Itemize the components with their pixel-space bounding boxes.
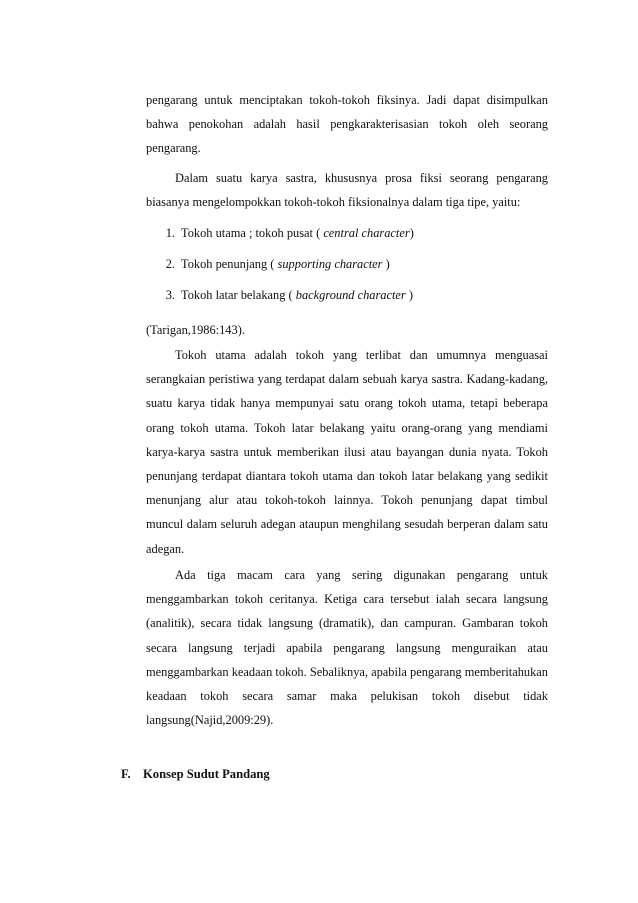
list-text: Tokoh penunjang ( xyxy=(181,257,275,271)
list-italic-term: supporting character xyxy=(277,257,383,271)
list-text: Tokoh latar belakang ( xyxy=(181,288,293,302)
list-italic-term: central character xyxy=(323,226,410,240)
list-item xyxy=(146,252,548,283)
list-italic-term: background character xyxy=(295,288,406,302)
section-number: F. xyxy=(121,767,131,781)
list-close: ) xyxy=(408,288,413,302)
paragraph-cara-penggambaran: Ada tiga macam cara yang sering digunakan pengarang untuk menggambarkan tokoh ceritanya. Ketiga cara tersebut ialah secara langsung (analitik), secara tidak langsung (dramatik), dan campuran. Gambaran tokoh secara langsung terjadi apabila pengarang langsung menguraikan atau menggambarkan keadaan tokoh. Sebaliknya, apabila pengarang memberitahukan keadaan tokoh secara samar maka pelukisan tokoh disebut tidak langsung(Najid,2009:29). xyxy=(146,568,548,728)
list-number: 3. xyxy=(165,288,175,302)
paragraph-tipe-tokoh: Dalam suatu karya sastra, khususnya prosa fiksi seorang pengarang biasanya mengelompokkan tokoh-tokoh fiksionalnya dalam tiga tipe, yaitu: xyxy=(146,171,548,210)
list-number: 1. xyxy=(165,226,175,240)
section-heading xyxy=(121,762,270,786)
list-item xyxy=(146,283,548,314)
list-close: ) xyxy=(409,226,414,240)
list-text: Tokoh utama ; tokoh pusat ( xyxy=(181,226,321,240)
list-close: ) xyxy=(385,257,390,271)
list-item xyxy=(146,221,548,252)
section-title: Konsep Sudut Pandang xyxy=(143,767,270,781)
paragraph-penokohan: pengarang untuk menciptakan tokoh-tokoh fiksinya. Jadi dapat disimpulkan bahwa penokohan adalah hasil pengkarakterisasian tokoh oleh seorang pengarang. xyxy=(146,93,548,156)
list-number: 2. xyxy=(165,257,175,271)
paragraph-tokoh-utama: Tokoh utama adalah tokoh yang terlibat dan umumnya menguasai serangkaian peristiwa yang terdapat dalam sebuah karya sastra. Kadang-kadang, suatu karya tidak hanya mempunyai satu orang tokoh utama, tetapi beberapa orang tokoh utama. Tokoh latar belakang yaitu orang-orang yang mendiami karya-karya sastra untuk memberikan ilusi atau bayangan dunia nyata. Tokoh penunjang terdapat diantara tokoh utama dan tokoh latar belakang yang sedikit menunjang alur atau tokoh-tokoh lainnya. Tokoh penunjang dapat timbul muncul dalam seluruh adegan ataupun menghilang sesudah berperan dalam satu adegan. xyxy=(146,348,548,556)
citation-tarigan: (Tarigan,1986:143). xyxy=(146,323,245,337)
tokoh-type-list xyxy=(146,221,548,314)
